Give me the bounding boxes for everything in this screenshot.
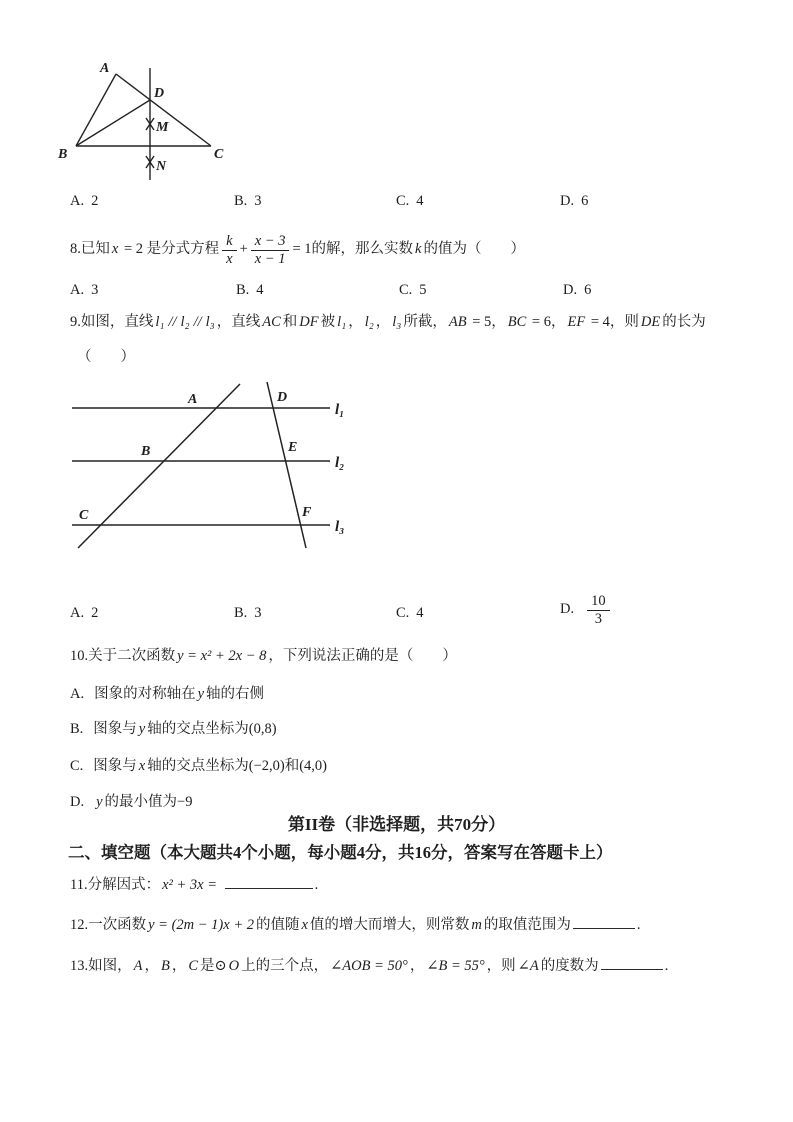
- figure1-label-B: B: [58, 147, 68, 162]
- fraction-denominator: x: [226, 250, 233, 267]
- q11-text: 11.分解因式： x² + 3x =: [70, 877, 221, 894]
- period: .: [664, 958, 669, 975]
- option-value: 6: [584, 282, 592, 298]
- q7-option-c: [396, 191, 424, 212]
- answer-blank: [573, 913, 635, 929]
- figure2-label-B: B: [141, 444, 151, 459]
- fraction-x3-over-x1: [251, 233, 290, 266]
- option-label: A.: [70, 605, 85, 621]
- question-11: [70, 873, 318, 896]
- option-text: 图象与 x 轴的交点坐标为(−2,0)和(4,0): [93, 758, 327, 774]
- q8-option-b: [236, 280, 264, 301]
- option-label: D.: [560, 193, 575, 209]
- figure2-label-F: F: [302, 505, 312, 520]
- figure2-label-D: D: [277, 390, 288, 405]
- option-label: D.: [563, 282, 578, 298]
- q8-option-c: [399, 280, 427, 301]
- q10-option-c: [70, 756, 327, 777]
- q9-text: 9.如图，直线 l₁ // l₂ // l₃ ，直线 AC 和 DF 被 l₁ ， l₂ ， l₃ 所截， AB = 5， BC = 6， EF = 4，则 DE 的长为: [70, 314, 706, 330]
- option-label: A.: [70, 282, 85, 298]
- period: .: [314, 877, 319, 894]
- part2-header: 第II卷（非选择题，共70分）: [287, 815, 506, 834]
- question-13: [70, 954, 668, 977]
- option-value: 4: [416, 193, 424, 209]
- q8-option-a: [70, 280, 98, 301]
- q9-option-b: [234, 603, 262, 624]
- question-12: [70, 913, 641, 936]
- question-9: [70, 312, 730, 333]
- option-value: 3: [91, 282, 99, 298]
- figure2-label-C: C: [79, 508, 89, 523]
- figure2-label-l2: l₂: [335, 455, 345, 471]
- q7-option-d: [560, 191, 588, 212]
- option-value: 3: [254, 193, 262, 209]
- answer-blank: [601, 954, 663, 970]
- option-label: C.: [396, 193, 410, 209]
- fraction-denominator: 3: [594, 610, 602, 627]
- q13-text: 13.如图， A ， B ， C 是⊙ O 上的三个点， ∠AOB = 50° ， ∠B = 55° ，则 ∠A 的度数为: [70, 958, 599, 975]
- plus-sign: +: [239, 241, 248, 258]
- q7-option-b: [234, 191, 262, 212]
- period: .: [636, 917, 641, 934]
- option-label: A.: [70, 686, 85, 702]
- figure1-label-D: D: [154, 86, 165, 101]
- fraction-denominator: x − 1: [254, 250, 286, 267]
- figure1-label-C: C: [214, 147, 224, 162]
- fraction-numerator: 10: [587, 593, 610, 610]
- figure2-label-A: A: [188, 392, 198, 407]
- option-label: C.: [70, 758, 84, 774]
- q10-option-b: [70, 719, 277, 740]
- answer-blank: [225, 873, 313, 889]
- q9-option-c: [396, 603, 424, 624]
- fraction-10-over-3: [587, 593, 610, 626]
- q9-option-d: [560, 586, 613, 634]
- option-value: 2: [91, 605, 99, 621]
- question-8: [70, 225, 525, 275]
- figure-triangle: [56, 50, 241, 190]
- transversal-DF: [267, 382, 306, 548]
- fraction-numerator: x − 3: [251, 233, 290, 250]
- figure1-label-N: N: [156, 159, 167, 174]
- q8-option-d: [563, 280, 591, 301]
- q8-text-before: 8.已知 x = 2 是分式方程: [70, 241, 220, 258]
- q10-option-d: [70, 792, 192, 813]
- option-label: D.: [560, 601, 575, 618]
- question-10: [70, 646, 457, 667]
- option-value: 4: [416, 605, 424, 621]
- q12-text: 12.一次函数 y = (2m − 1)x + 2 的值随 x 值的增大而增大，则常数 m 的取值范围为: [70, 917, 571, 934]
- equals-one: = 1: [292, 241, 312, 258]
- option-text: y 的最小值为−9: [96, 794, 193, 810]
- fill-in-section-header: 二、填空题（本大题共4个小题，每小题4分，共16分，答案写在答题卡上）: [68, 843, 613, 862]
- option-value: 4: [256, 282, 264, 298]
- option-text: 图象的对称轴在 y 轴的右侧: [94, 686, 265, 702]
- q7-option-a: [70, 191, 98, 212]
- figure1-label-M: M: [156, 120, 169, 135]
- figure-parallel-lines: [58, 376, 388, 561]
- option-label: A.: [70, 193, 85, 209]
- figure2-label-l3: l₃: [335, 519, 345, 535]
- fraction-numerator: k: [222, 233, 236, 250]
- q10-option-a: [70, 684, 264, 705]
- option-label: D.: [70, 794, 85, 810]
- segment-BD: [76, 100, 150, 146]
- option-label: B.: [236, 282, 250, 298]
- option-label: B.: [234, 193, 248, 209]
- option-value: 3: [254, 605, 262, 621]
- option-value: 2: [91, 193, 99, 209]
- option-value: 5: [419, 282, 427, 298]
- figure2-label-l1: l₁: [335, 402, 345, 418]
- q9-option-a: [70, 603, 98, 624]
- fraction-k-over-x: [222, 233, 236, 266]
- option-label: B.: [234, 605, 248, 621]
- option-label: C.: [399, 282, 413, 298]
- q9-paren: （ ）: [77, 349, 135, 365]
- q10-title: 10.关于二次函数 y = x² + 2x − 8 ，下列说法正确的是（ ）: [70, 648, 457, 664]
- segment-AC: [116, 74, 211, 146]
- figure1-label-A: A: [100, 61, 110, 76]
- segment-BA: [76, 74, 116, 146]
- option-label: C.: [396, 605, 410, 621]
- q8-text-after: 的解，那么实数 k 的值为（ ）: [311, 241, 525, 258]
- option-label: B.: [70, 721, 84, 737]
- figure2-label-E: E: [288, 440, 298, 455]
- option-value: 6: [581, 193, 589, 209]
- option-text: 图象与 y 轴的交点坐标为(0,8): [93, 721, 277, 737]
